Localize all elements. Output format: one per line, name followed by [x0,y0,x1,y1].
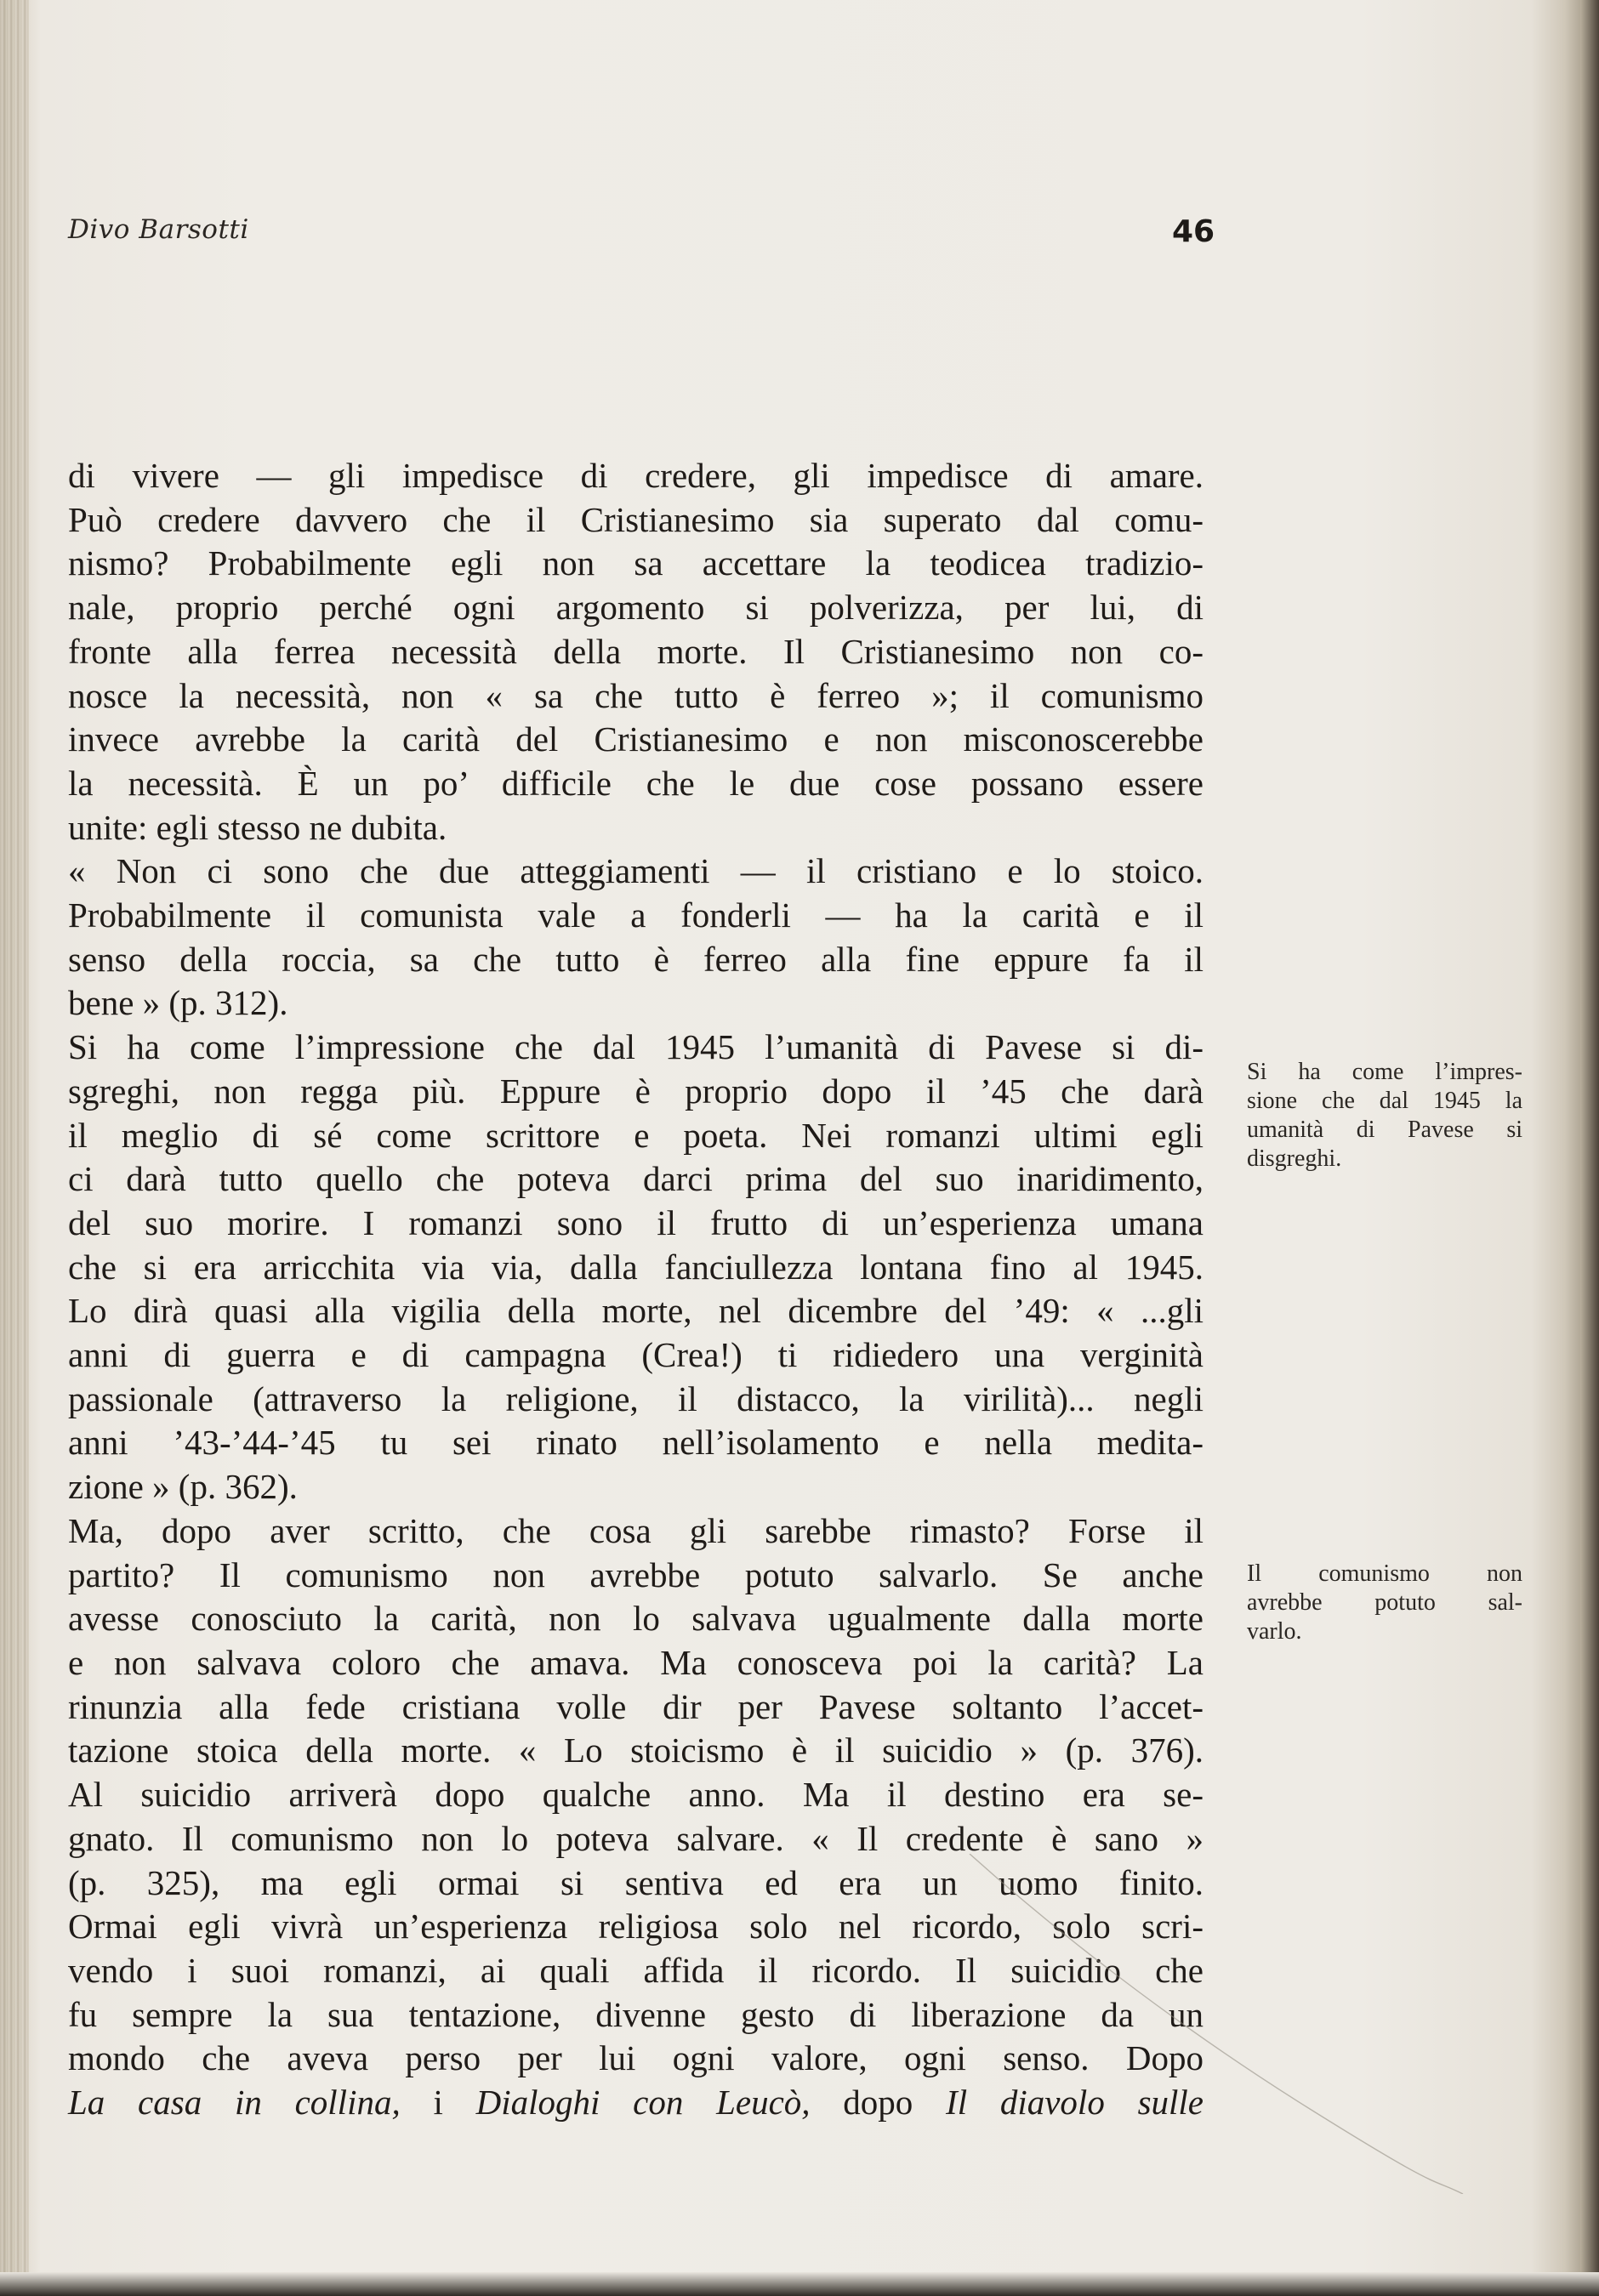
margin-note-line: umanità di Pavese si [1247,1117,1522,1143]
text-line: sgreghi, non regga più. Eppure è proprio dopo il ’45 che darà [68,1071,1204,1111]
text-line: del suo morire. I romanzi sono il frutto di un’esperienza umana [68,1202,1204,1242]
running-head-author: Divo Barsotti [68,214,249,245]
text-fragment: dopo [810,2083,947,2123]
text-line: di vivere — gli impedisce di credere, gli impedisce di amare. [68,456,1204,495]
page-scratch-mark [953,1854,1480,2194]
text-line: passionale (attraverso la religione, il distacco, la virilità)... negli [68,1378,1204,1418]
text-line: Ormai egli vivrà un’esperienza religiosa solo nel ricordo, solo scri- [68,1907,1204,1946]
text-line: Lo dirà quasi alla vigilia della morte, nel dicembre del ’49: « ...gli [68,1291,1204,1331]
text-line: tazione stoica della morte. « Lo stoicismo è il suicidio » (p. 376). [68,1731,1204,1770]
text-line: bene » (p. 312). [68,983,288,1023]
text-line: zione » (p. 362). [68,1467,298,1507]
book-binding-edge [0,0,29,2296]
text-line: nale, proprio perché ogni argomento si polverizza, per lui, di [68,588,1204,628]
margin-note-line: varlo. [1247,1618,1302,1645]
margin-note-line: avrebbe potuto sal- [1247,1589,1522,1616]
text-line: Al suicidio arriverà dopo qualche anno. Ma il destino era se- [68,1775,1204,1815]
text-line: gnato. Il comunismo non lo poteva salvare. « Il credente è sano » [68,1818,1204,1858]
text-line: (p. 325), ma egli ormai si sentiva ed era un uomo finito. [68,1862,1204,1902]
show-through-text [1259,459,1357,487]
margin-note-line: Si ha come l’impres- [1247,1059,1522,1085]
text-line: unite: egli stesso ne dubita. [68,807,447,847]
page-bottom-edge [0,2272,1599,2296]
text-line: vendo i suoi romanzi, ai quali affida il ricordo. Il suicidio che [68,1950,1204,1990]
text-line: la necessità. È un po’ difficile che le due cose possano essere [68,763,1204,803]
text-line: « Non ci sono che due atteggiamenti — il cristiano e lo stoico. [68,851,1204,891]
text-line: rinunzia alla fede cristiana volle dir per Pavese soltanto l’accet- [68,1686,1204,1726]
text-line: partito? Il comunismo non avrebbe potuto salvarlo. Se anche [68,1554,1204,1594]
text-line: e non salvava coloro che amava. Ma conosceva poi la carità? La [68,1642,1204,1682]
text-line: Ma, dopo aver scritto, che cosa gli sarebbe rimasto? Forse il [68,1510,1204,1550]
margin-note-impressione [1247,1058,1522,1174]
text-line: fronte alla ferrea necessità della morte. Il Cristianesimo non co- [68,631,1204,671]
page-number: 46 [1172,214,1215,249]
text-line: nismo? Probabilmente egli non sa accettare la teodicea tradizio- [68,543,1204,583]
text-line: Si ha come l’impressione che dal 1945 l’umanità di Pavese si di- [68,1027,1204,1067]
page-right-edge [1580,0,1599,2296]
book-title-il-diavolo-sulle: Il diavolo sulle [946,2083,1204,2123]
margin-note-line: sione che dal 1945 la [1247,1088,1522,1114]
text-line: fu sempre la sua tentazione, divenne gesto di liberazione da un [68,1994,1204,2034]
margin-note-line: disgreghi. [1247,1145,1342,1172]
text-line: che si era arricchita via via, dalla fanciullezza lontana fino al 1945. [68,1247,1204,1287]
text-line: avesse conosciuto la carità, non lo salvava ugualmente dalla morte [68,1599,1204,1639]
text-line: Probabilmente il comunista vale a fonderli — ha la carità e il [68,895,1204,935]
text-line: Può credere davvero che il Cristianesimo sia superato dal comu- [68,499,1204,539]
text-line: invece avrebbe la carità del Cristianesimo e non misconoscerebbe [68,719,1204,759]
text-line: mondo che aveva perso per lui ogni valore, ogni senso. Dopo [68,2038,1204,2078]
margin-note-line: Il comunismo non [1247,1560,1522,1587]
text-line: nosce la necessità, non « sa che tutto è ferreo »; il comunismo [68,675,1204,715]
text-line: senso della roccia, sa che tutto è ferreo alla fine eppure fa il [68,939,1204,979]
text-line: il meglio di sé come scrittore e poeta. Nei romanzi ultimi egli [68,1115,1204,1155]
text-line: ci darà tutto quello che poteva darci prima del suo inaridimento, [68,1159,1204,1199]
text-line: anni di guerra e di campagna (Crea!) ti ridiedero una verginità [68,1335,1204,1375]
text-line: anni ’43-’44-’45 tu sei rinato nell’isolamento e nella medita- [68,1423,1204,1463]
book-title-la-casa-in-collina: La casa in collina, [68,2083,401,2123]
text-fragment: i [400,2083,476,2123]
book-title-dialoghi-con-leuco: Dialoghi con Leucò, [475,2083,811,2123]
margin-note-comunismo [1247,1560,1522,1646]
